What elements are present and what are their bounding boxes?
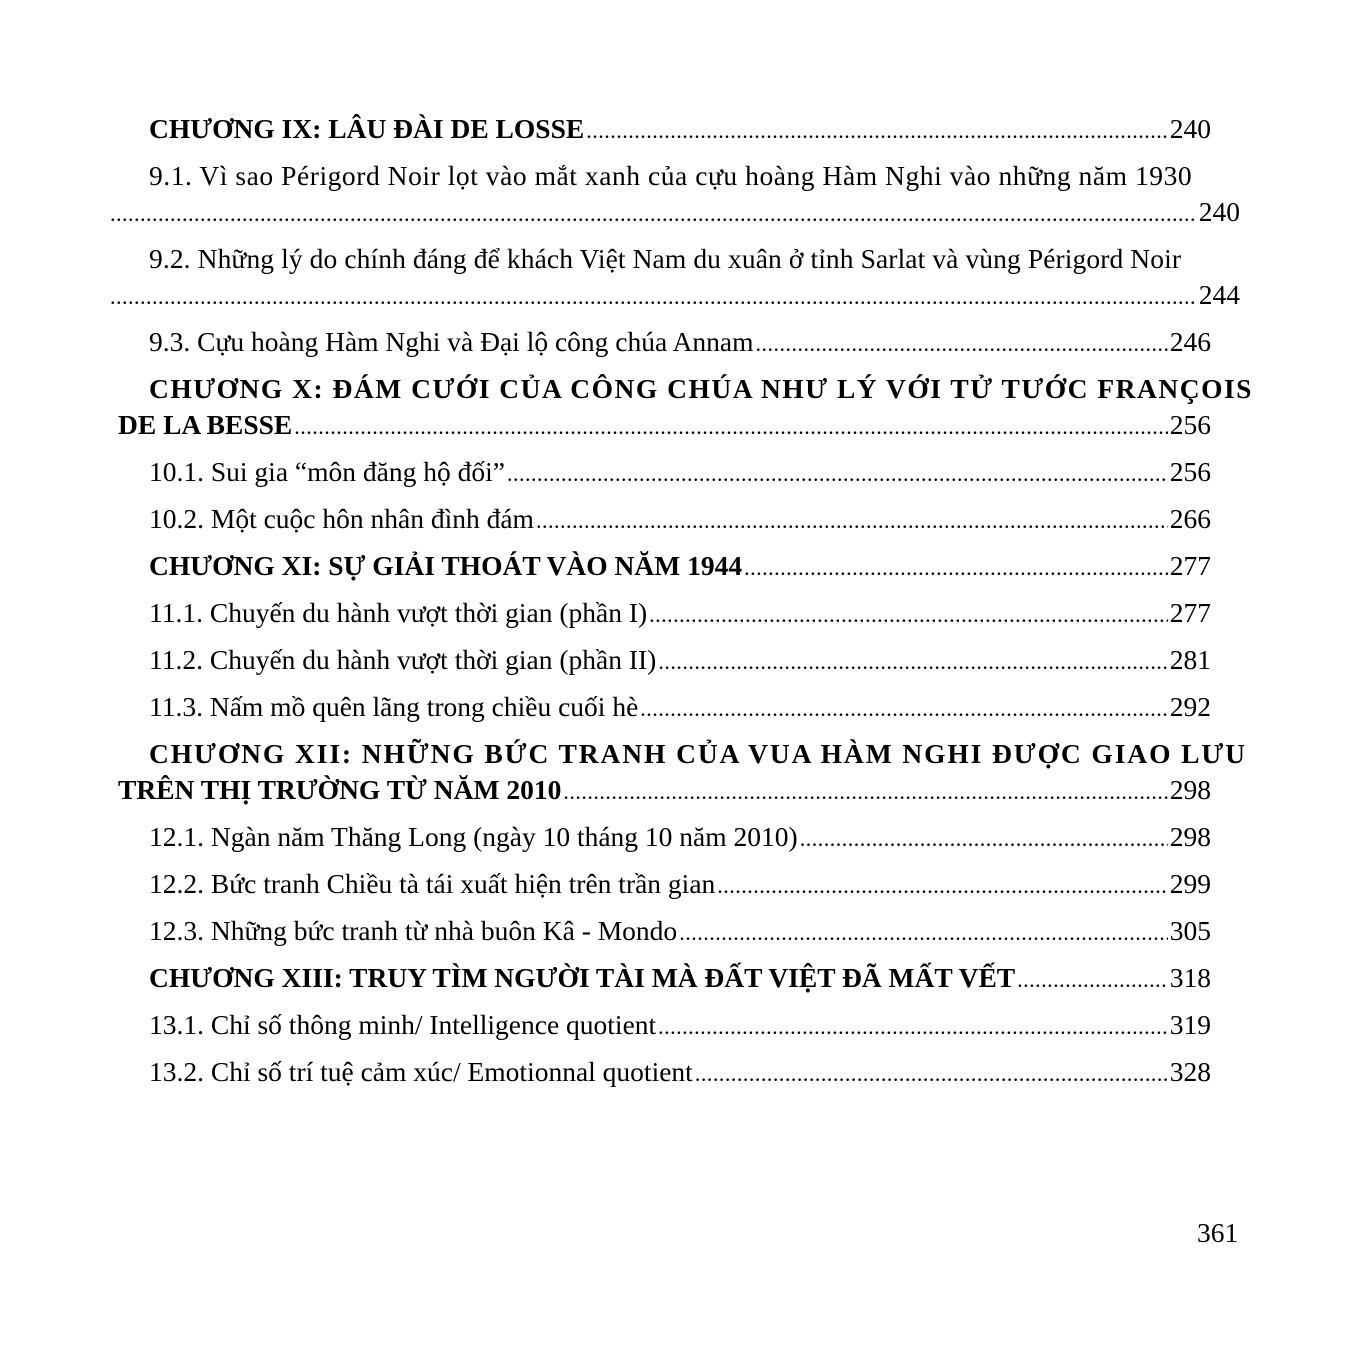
- toc-entry-13-2[interactable]: [110, 1056, 1240, 1103]
- toc-entry-9-1[interactable]: [110, 160, 1240, 232]
- toc-entry-page: 281: [1169, 644, 1211, 675]
- toc-entry-page: 277: [1169, 550, 1211, 581]
- toc-entry-title: 10.1. Sui gia “môn đăng hộ đối”: [149, 456, 505, 487]
- toc-entry-page: 298: [1169, 774, 1211, 805]
- toc-entry-title: CHƯƠNG X: ĐÁM CƯỚI CỦA CÔNG CHÚA NHƯ LÝ VỚI TỬ TƯỚC FRANÇOIS: [149, 373, 1253, 404]
- toc-entry-title: 9.3. Cựu hoàng Hàm Nghi và Đại lộ công chúa Annam: [149, 326, 754, 357]
- toc-entry-page: 292: [1169, 691, 1211, 722]
- toc-entry-title: 12.3. Những bức tranh từ nhà buôn Kâ - Mondo: [149, 915, 678, 946]
- toc-entry-title: 11.3. Nấm mồ quên lãng trong chiều cuối hè: [149, 691, 639, 722]
- toc-entry-9-3[interactable]: [110, 326, 1240, 373]
- toc-entry-title: 12.2. Bức tranh Chiều tà tái xuất hiện trên trần gian: [149, 868, 716, 899]
- dot-leader: [110, 201, 1197, 227]
- toc-entry-10-1[interactable]: [110, 456, 1240, 503]
- toc-entry-title: 13.1. Chỉ số thông minh/ Intelligence quotient: [149, 1009, 657, 1040]
- toc-entry-chapter-12[interactable]: [110, 738, 1247, 810]
- toc-entry-title: CHƯƠNG XII: NHỮNG BỨC TRANH CỦA VUA HÀM NGHI ĐƯỢC GIAO LƯU: [149, 738, 1247, 769]
- toc-entry-10-2[interactable]: [110, 503, 1240, 550]
- dot-leader: [586, 118, 1168, 144]
- page-number: 361: [1197, 1217, 1239, 1248]
- toc-entry-title-continued: TRÊN THỊ TRƯỜNG TỪ NĂM 2010: [118, 774, 562, 805]
- dot-leader: [695, 1061, 1168, 1087]
- table-of-contents: [110, 113, 1253, 1103]
- dot-leader: [536, 508, 1168, 534]
- toc-entry-page: 240: [1169, 113, 1211, 144]
- dot-leader: [744, 555, 1168, 581]
- toc-entry-title: 9.1. Vì sao Périgord Noir lọt vào mắt xanh của cựu hoàng Hàm Nghi vào những năm 1930: [149, 160, 1193, 191]
- toc-entry-11-1[interactable]: [110, 597, 1240, 644]
- toc-entry-page: 305: [1169, 915, 1211, 946]
- toc-entry-page: 266: [1169, 503, 1211, 534]
- dot-leader: [110, 284, 1197, 310]
- dot-leader: [658, 649, 1167, 675]
- toc-entry-page: 246: [1169, 326, 1211, 357]
- toc-entry-page: 256: [1169, 409, 1211, 440]
- toc-entry-chapter-9[interactable]: [110, 113, 1240, 160]
- toc-entry-title: 11.2. Chuyến du hành vượt thời gian (phần II): [149, 644, 657, 675]
- toc-entry-page: 319: [1169, 1009, 1211, 1040]
- toc-entry-title: CHƯƠNG XIII: TRUY TÌM NGƯỜI TÀI MÀ ĐẤT VIỆT ĐÃ MẤT VẾT: [149, 962, 1016, 993]
- toc-entry-13-1[interactable]: [110, 1009, 1240, 1056]
- toc-entry-page: 256: [1169, 456, 1211, 487]
- dot-leader: [507, 461, 1168, 487]
- toc-entry-title: 9.2. Những lý do chính đáng để khách Việt Nam du xuân ở tỉnh Sarlat và vùng Périgord Noir: [149, 243, 1182, 274]
- dot-leader: [756, 331, 1168, 357]
- toc-entry-9-2[interactable]: [110, 243, 1240, 315]
- dot-leader: [717, 873, 1167, 899]
- toc-entry-title-continued: DE LA BESSE: [118, 409, 293, 440]
- dot-leader: [294, 414, 1167, 440]
- toc-entry-12-3[interactable]: [110, 915, 1240, 962]
- toc-entry-chapter-10[interactable]: [110, 373, 1253, 445]
- toc-entry-11-3[interactable]: [110, 691, 1240, 738]
- toc-entry-page: 240: [1198, 196, 1240, 227]
- toc-entry-chapter-13[interactable]: [110, 962, 1240, 1009]
- toc-entry-title: CHƯƠNG IX: LÂU ĐÀI DE LOSSE: [149, 113, 585, 144]
- toc-entry-12-1[interactable]: [110, 821, 1240, 868]
- dot-leader: [1017, 967, 1168, 993]
- toc-entry-page: 298: [1169, 821, 1211, 852]
- dot-leader: [649, 602, 1168, 628]
- toc-entry-title: 11.1. Chuyến du hành vượt thời gian (phần I): [149, 597, 648, 628]
- toc-entry-page: 244: [1198, 279, 1240, 310]
- toc-entry-page: 299: [1169, 868, 1211, 899]
- toc-entry-12-2[interactable]: [110, 868, 1240, 915]
- dot-leader: [679, 920, 1168, 946]
- dot-leader: [800, 826, 1168, 852]
- toc-entry-page: 328: [1169, 1056, 1211, 1087]
- toc-entry-title: 10.2. Một cuộc hôn nhân đình đám: [149, 503, 534, 534]
- toc-entry-page: 318: [1169, 962, 1211, 993]
- toc-entry-11-2[interactable]: [110, 644, 1240, 691]
- toc-entry-page: 277: [1169, 597, 1211, 628]
- dot-leader: [658, 1014, 1168, 1040]
- toc-entry-title: 12.1. Ngàn năm Thăng Long (ngày 10 tháng 10 năm 2010): [149, 821, 798, 852]
- toc-entry-title: CHƯƠNG XI: SỰ GIẢI THOÁT VÀO NĂM 1944: [149, 550, 743, 581]
- dot-leader: [640, 696, 1167, 722]
- toc-entry-title: 13.2. Chỉ số trí tuệ cảm xúc/ Emotionnal quotient: [149, 1056, 693, 1087]
- dot-leader: [563, 779, 1167, 805]
- toc-entry-chapter-11[interactable]: [110, 550, 1240, 597]
